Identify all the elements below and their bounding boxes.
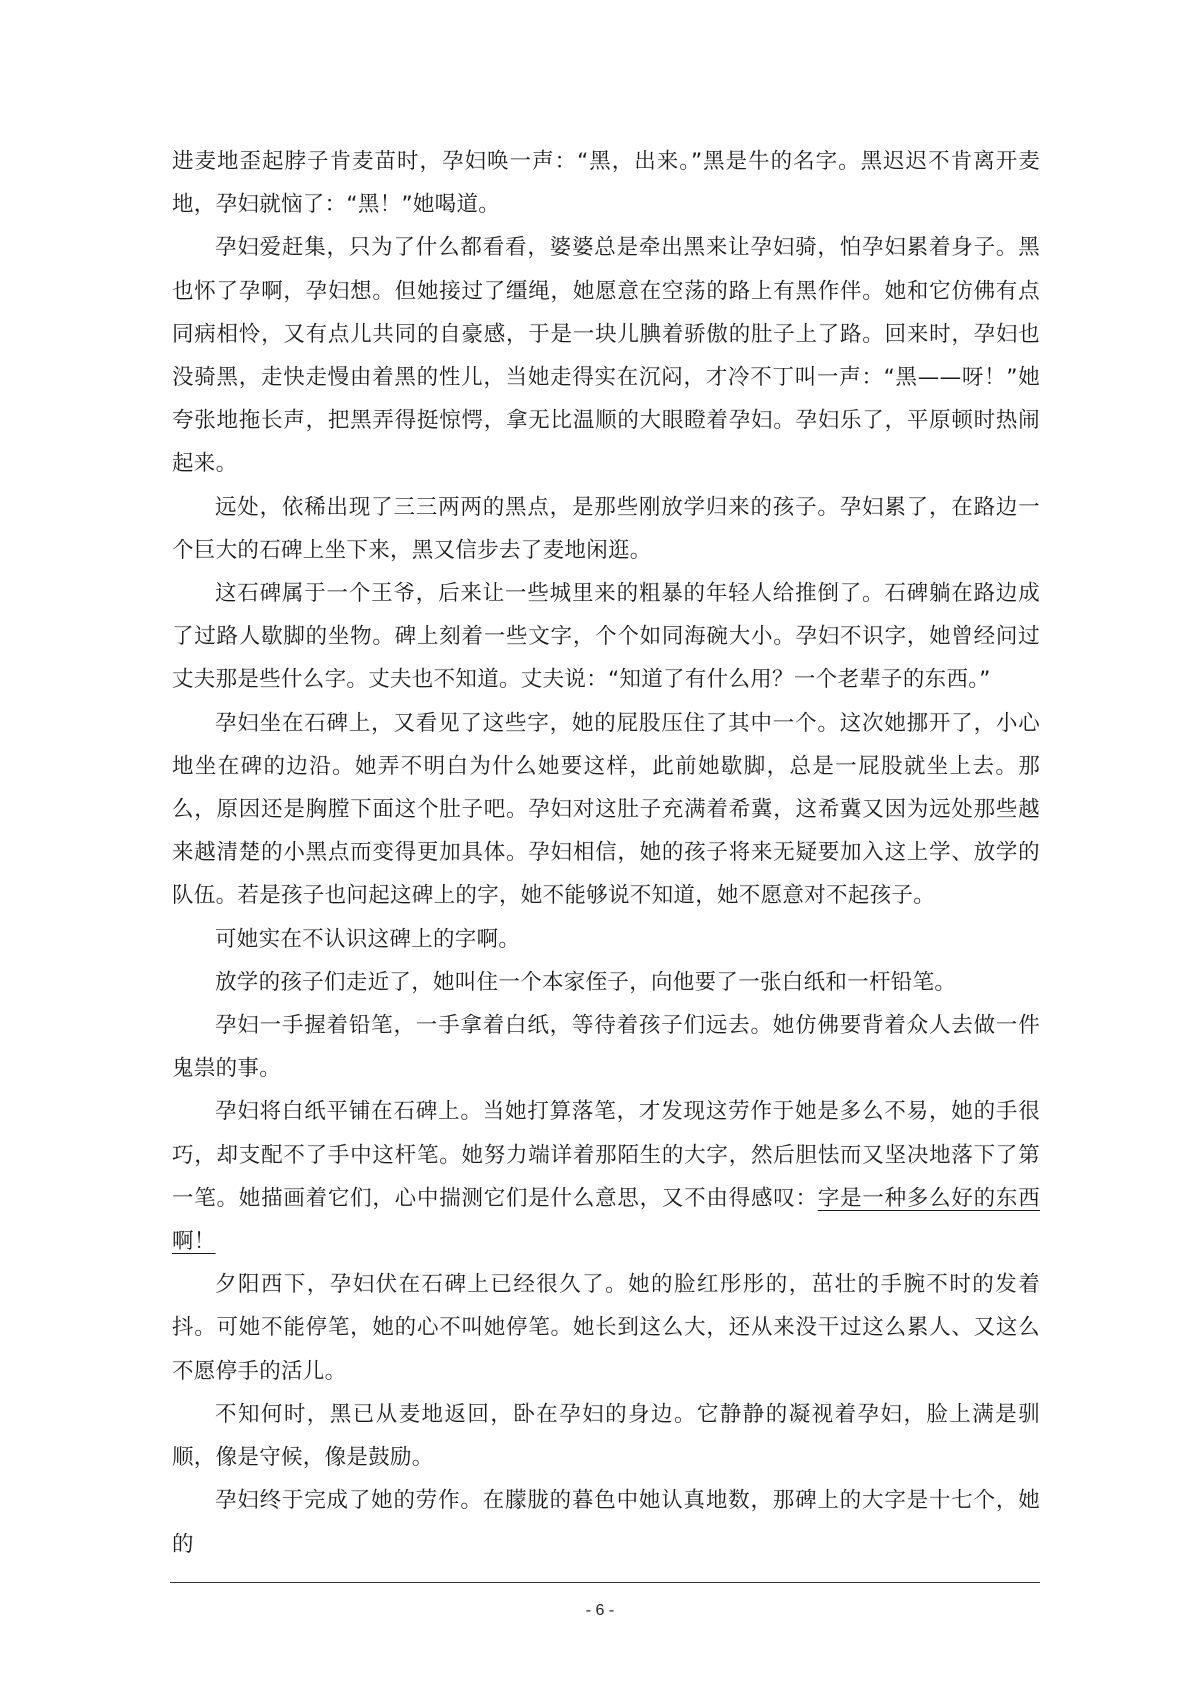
paragraph-text: 孕妇将白纸平铺在石碑上。当她打算落笔，才发现这劳作于她是多么不易，她的手很巧，却支配不了手中这杆笔。她努力端详着那陌生的大字，然后胆怯而又坚决地落下了第一笔。她描画着它们，心中揣测它们是什么意思，又不由得感叹： <box>172 1099 1040 1211</box>
paragraph: 孕妇坐在石碑上，又看见了这些字，她的屁股压住了其中一个。这次她挪开了，小心地坐在碑的边沿。她弄不明白为什么她要这样，此前她歇脚，总是一屁股就坐上去。那么，原因还是胸膛下面这个肚子吧。孕妇对这肚子充满着希冀，这希冀又因为远处那些越来越清楚的小黑点而变得更加具体。孕妇相信，她的孩子将来无疑要加入这上学、放学的队伍。若是孩子也问起这碑上的字，她不能够说不知道，她不愿意对不起孩子。 <box>172 710 1040 909</box>
paragraph: 不知何时，黑已从麦地返回，卧在孕妇的身边。它静静的凝视着孕妇，脸上满是驯顺，像是守候，像是鼓励。 <box>172 1401 1040 1471</box>
paragraph: 孕妇终于完成了她的劳作。在朦胧的暮色中她认真地数，那碑上的大字是十七个，她的 <box>172 1488 1040 1557</box>
article-body <box>172 140 1040 1566</box>
paragraph: 孕妇爱赶集，只为了什么都看看，婆婆总是牵出黑来让孕妇骑，怕孕妇累着身子。黑也怀了孕啊，孕妇想。但她接过了缰绳，她愿意在空荡的路上有黑作伴。她和它仿佛有点同病相怜，又有点儿共同的自豪感，于是一块儿腆着骄傲的肚子上了路。回来时，孕妇也没骑黑，走快走慢由着黑的性儿，当她走得实在沉闷，才冷不丁叫一声：“黑——呀！”她夸张地拖长声，把黑弄得挺惊愕，拿无比温顺的大眼瞪着孕妇。孕妇乐了，平原顿时热闹起来。 <box>172 235 1040 477</box>
paragraph: 孕妇一手握着铅笔，一手拿着白纸，等待着孩子们远去。她仿佛要背着众人去做一件鬼祟的事。 <box>172 1013 1040 1082</box>
paragraph: 远处，依稀出现了三三两两的黑点，是那些刚放学归来的孩子。孕妇累了，在路边一个巨大的石碑上坐下来，黑又信步去了麦地闲逛。 <box>172 494 1040 563</box>
paragraph: 这石碑属于一个王爷，后来让一些城里来的粗暴的年轻人给推倒了。石碑躺在路边成了过路人歇脚的坐物。碑上刻着一些文字，个个如同海碗大小。孕妇不识字，她曾经问过丈夫那是些什么字。丈夫也不知道。丈夫说：“知道了有什么用？一个老辈子的东西。” <box>172 581 1040 693</box>
paragraph: 可她实在不认识这碑上的字啊。 <box>215 926 521 952</box>
page-number: - 6 - <box>585 1602 615 1619</box>
underlined-sentence: 字是一种多么好的东西啊！ <box>172 1185 1040 1255</box>
paragraph: 夕阳西下，孕妇伏在石碑上已经很久了。她的脸红彤彤的，茁壮的手腕不时的发着抖。可她不能停笔，她的心不叫她停笔。她长到这么大，还从来没干过这么累人、又这么不愿停手的活儿。 <box>172 1272 1040 1384</box>
paragraph: 进麦地歪起脖子肯麦苗时，孕妇唤一声：“黑，出来。”黑是牛的名字。黑迟迟不肯离开麦地，孕妇就恼了：“黑！”她喝道。 <box>172 149 1040 218</box>
paragraph: 放学的孩子们走近了，她叫住一个本家侄子，向他要了一张白纸和一杆铅笔。 <box>215 969 957 995</box>
footer-divider <box>170 1582 1040 1583</box>
paragraph-with-underline <box>172 1090 1040 1263</box>
